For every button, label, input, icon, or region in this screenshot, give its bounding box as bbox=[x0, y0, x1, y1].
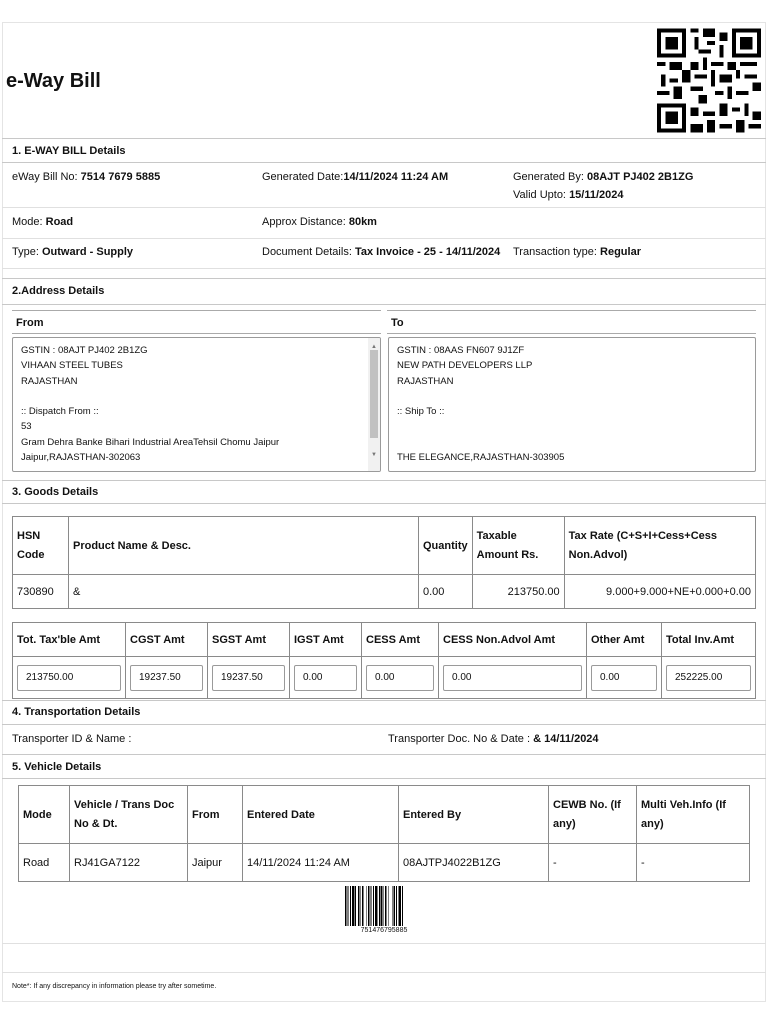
page-title: e-Way Bill bbox=[6, 70, 101, 92]
to-address-line: RAJASTHAN bbox=[397, 375, 454, 387]
to-header: To bbox=[387, 310, 756, 334]
supply-type: Type: Outward - Supply bbox=[12, 246, 134, 258]
to-address-line bbox=[397, 435, 747, 450]
generated-by: Generated By: 08AJT PJ402 2B1ZG bbox=[513, 171, 694, 183]
to-address-line: GSTIN : 08AAS FN607 9J1ZF bbox=[397, 345, 525, 356]
cess-nonadvol-field[interactable]: 0.00 bbox=[443, 665, 582, 691]
valid-upto: Valid Upto: 15/11/2024 bbox=[513, 189, 624, 201]
qr-code bbox=[657, 27, 761, 134]
scroll-thumb[interactable] bbox=[370, 350, 378, 438]
to-address-box[interactable] bbox=[388, 337, 756, 472]
col-entered-by: Entered By bbox=[399, 786, 549, 844]
from-address-line: :: Dispatch From :: bbox=[21, 406, 99, 418]
transaction-type: Transaction type: Regular bbox=[513, 246, 641, 258]
section-title-vehicle-details: 5. Vehicle Details bbox=[12, 761, 102, 773]
cell-cewb: - bbox=[549, 844, 637, 882]
section-title-eway-details: 1. E-WAY BILL Details bbox=[12, 145, 126, 157]
col-entered-date: Entered Date bbox=[243, 786, 399, 844]
cell-taxable: 213750.00 bbox=[472, 575, 564, 609]
col-total-inv: Total Inv.Amt bbox=[662, 623, 756, 657]
from-address-line: Gram Dehra Banke Bihari Industrial AreaTehsil Chomu Jaipur bbox=[21, 436, 280, 448]
goods-table bbox=[12, 516, 756, 609]
totals-table bbox=[12, 622, 756, 699]
cgst-field[interactable]: 19237.50 bbox=[130, 665, 203, 691]
approx-distance: Approx Distance: 80km bbox=[262, 216, 377, 228]
col-cess-nonadvol: CESS Non.Advol Amt bbox=[439, 623, 587, 657]
section-title-goods-details: 3. Goods Details bbox=[12, 486, 99, 498]
section-title-transportation: 4. Transportation Details bbox=[12, 706, 141, 718]
cell-multi-veh: - bbox=[637, 844, 750, 882]
cell-entered-by: 08AJTPJ4022B1ZG bbox=[399, 844, 549, 882]
from-header: From bbox=[12, 310, 381, 334]
col-cess: CESS Amt bbox=[362, 623, 439, 657]
col-tot-taxable: Tot. Tax'ble Amt bbox=[13, 623, 126, 657]
to-address-line bbox=[397, 419, 747, 434]
col-cewb: CEWB No. (If any) bbox=[549, 786, 637, 844]
col-tax-rate: Tax Rate (C+S+I+Cess+Cess Non.Advol) bbox=[564, 517, 755, 575]
tot-taxable-field[interactable]: 213750.00 bbox=[17, 665, 121, 691]
to-address-line: NEW PATH DEVELOPERS LLP bbox=[397, 360, 533, 372]
from-address-line: VIHAAN STEEL TUBES bbox=[21, 360, 123, 372]
col-mode: Mode bbox=[19, 786, 70, 844]
generated-date: Generated Date:14/11/2024 11:24 AM bbox=[262, 171, 449, 183]
footer-note: Note*: If any discrepancy in information please try after sometime. bbox=[12, 983, 217, 990]
from-address-line: 53 bbox=[21, 421, 32, 433]
from-address-line: RAJASTHAN bbox=[21, 375, 78, 387]
from-scrollbar[interactable] bbox=[368, 338, 380, 471]
cell-tax-rate: 9.000+9.000+NE+0.000+0.00 bbox=[564, 575, 755, 609]
table-row bbox=[19, 844, 750, 882]
cell-quantity: 0.00 bbox=[419, 575, 473, 609]
cell-entered-date: 14/11/2024 11:24 AM bbox=[243, 844, 399, 882]
igst-field[interactable]: 0.00 bbox=[294, 665, 357, 691]
mode: Mode: Road bbox=[12, 216, 74, 228]
col-quantity: Quantity bbox=[419, 517, 473, 575]
barcode-number: 751476795885 bbox=[360, 927, 408, 934]
section-title-address-details: 2.Address Details bbox=[12, 285, 105, 297]
barcode bbox=[345, 886, 423, 926]
to-address-line: THE ELEGANCE,RAJASTHAN-303905 bbox=[397, 452, 565, 464]
col-multi-veh: Multi Veh.Info (If any) bbox=[637, 786, 750, 844]
from-address-lines bbox=[21, 343, 372, 465]
transporter-id-name: Transporter ID & Name : bbox=[12, 733, 132, 745]
other-field[interactable]: 0.00 bbox=[591, 665, 657, 691]
to-address-line bbox=[397, 389, 747, 404]
to-address-lines bbox=[397, 343, 747, 465]
table-row bbox=[13, 575, 756, 609]
col-other: Other Amt bbox=[587, 623, 662, 657]
col-sgst: SGST Amt bbox=[208, 623, 290, 657]
cell-vehicle: RJ41GA7122 bbox=[70, 844, 188, 882]
cell-mode: Road bbox=[19, 844, 70, 882]
transporter-doc: Transporter Doc. No & Date : & 14/11/2024 bbox=[388, 733, 599, 745]
from-address-line bbox=[21, 389, 372, 404]
cell-product: & bbox=[69, 575, 419, 609]
col-igst: IGST Amt bbox=[290, 623, 362, 657]
cell-from: Jaipur bbox=[188, 844, 243, 882]
sgst-field[interactable]: 19237.50 bbox=[212, 665, 285, 691]
to-address-line: :: Ship To :: bbox=[397, 406, 445, 418]
col-taxable: Taxable Amount Rs. bbox=[472, 517, 564, 575]
col-from: From bbox=[188, 786, 243, 844]
document-details: Document Details: Tax Invoice - 25 - 14/11/2024 bbox=[262, 246, 501, 258]
col-hsn: HSN Code bbox=[13, 517, 69, 575]
scroll-down-icon[interactable]: ▼ bbox=[371, 452, 377, 458]
cess-field[interactable]: 0.00 bbox=[366, 665, 434, 691]
from-address-line: Jaipur,RAJASTHAN-302063 bbox=[21, 452, 141, 464]
cell-hsn: 730890 bbox=[13, 575, 69, 609]
vehicle-table bbox=[18, 785, 750, 882]
eway-bill-number: eWay Bill No: 7514 7679 5885 bbox=[12, 171, 161, 183]
col-vehicle: Vehicle / Trans Doc No & Dt. bbox=[70, 786, 188, 844]
from-address-box[interactable] bbox=[12, 337, 381, 472]
total-inv-field[interactable]: 252225.00 bbox=[666, 665, 751, 691]
col-product: Product Name & Desc. bbox=[69, 517, 419, 575]
from-address-line: GSTIN : 08AJT PJ402 2B1ZG bbox=[21, 345, 148, 356]
col-cgst: CGST Amt bbox=[126, 623, 208, 657]
scroll-up-icon[interactable]: ▲ bbox=[371, 344, 377, 350]
